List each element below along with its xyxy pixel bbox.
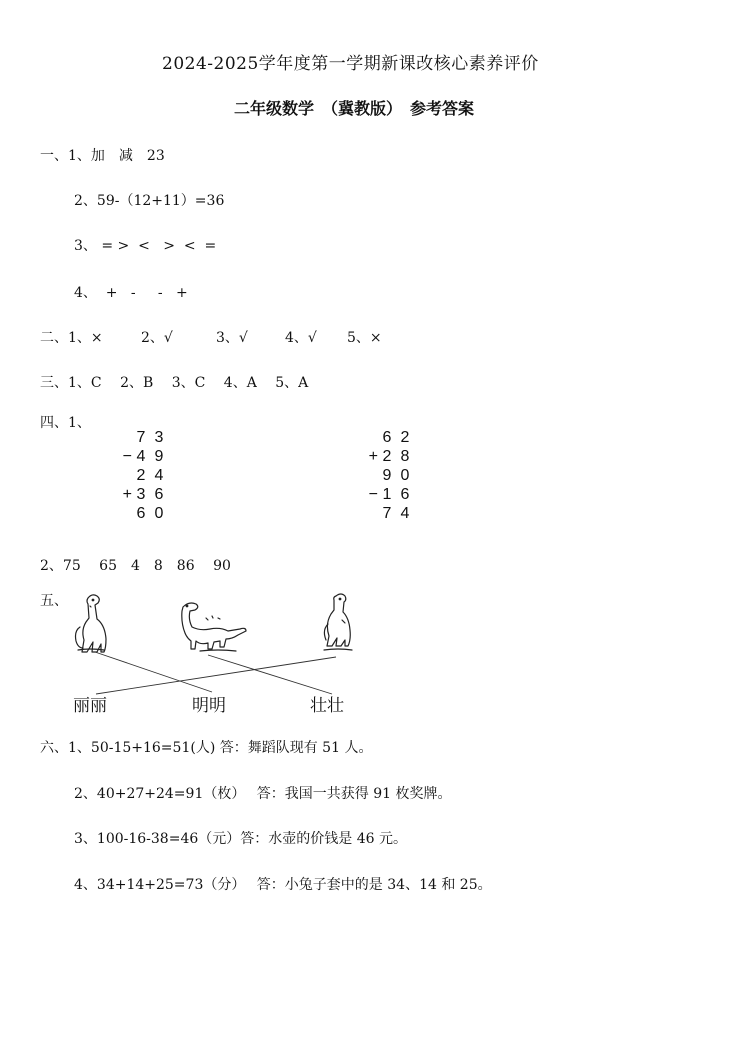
section6-q1: 六、1、50-15+16=51(人) 答：舞蹈队现有 51 人。 bbox=[40, 740, 373, 756]
calc-row: + 3 6 bbox=[122, 486, 164, 503]
dinosaur-2-icon bbox=[182, 603, 246, 651]
calc-row: 2 4 bbox=[136, 467, 164, 484]
match-line-1 bbox=[95, 652, 212, 692]
section1-q3: 3、 = > < > < = bbox=[74, 238, 217, 254]
calc-row: 7 4 bbox=[382, 505, 410, 522]
section5-label: 五、 bbox=[40, 593, 68, 609]
section6-q4: 4、34+14+25=73（分） 答：小兔子套中的是 34、14 和 25。 bbox=[74, 877, 492, 893]
calc-row: − 4 9 bbox=[122, 448, 164, 465]
match-line-3 bbox=[96, 657, 336, 694]
calc-row: 6 0 bbox=[136, 505, 164, 522]
section2-item-2: 2、√ bbox=[141, 330, 173, 346]
calc-row: − 1 6 bbox=[368, 486, 410, 503]
section2-item-3: 3、√ bbox=[216, 330, 248, 346]
section1-q2: 2、59-（12+11）=36 bbox=[74, 193, 225, 209]
dinosaur-1-icon bbox=[76, 595, 107, 652]
name-mingming: 明明 bbox=[192, 696, 226, 716]
section2-label: 二、1、× bbox=[40, 330, 103, 346]
section1-q4: 4、 + - - + bbox=[74, 285, 188, 301]
section4-q2: 2、75 65 4 8 86 90 bbox=[40, 558, 231, 574]
section2-item-4: 4、√ bbox=[285, 330, 317, 346]
section3-answers: 三、1、C 2、B 3、C 4、A 5、A bbox=[40, 375, 309, 391]
section6-q3: 3、100-16-38=46（元）答：水壶的价钱是 46 元。 bbox=[74, 831, 407, 847]
name-lili: 丽丽 bbox=[73, 696, 107, 716]
calc-row: + 2 8 bbox=[368, 448, 410, 465]
matching-lines bbox=[95, 652, 336, 694]
section2-item-5: 5、× bbox=[347, 330, 382, 346]
dinosaur-3-icon bbox=[324, 594, 352, 650]
calc-row: 7 3 bbox=[136, 429, 164, 446]
calc-row: 6 2 bbox=[382, 429, 410, 446]
section1-q1: 一、1、加 减 23 bbox=[40, 148, 165, 164]
section4-label: 四、1、 bbox=[40, 415, 91, 431]
calc-row: 9 0 bbox=[382, 467, 410, 484]
page-subtitle: 二年级数学 （冀教版） 参考答案 bbox=[234, 99, 475, 118]
page-title: 2024-2025学年度第一学期新课改核心素养评价 bbox=[162, 54, 539, 74]
name-zhuangzhuang: 壮壮 bbox=[310, 696, 344, 716]
section6-q2: 2、40+27+24=91（枚） 答：我国一共获得 91 枚奖牌。 bbox=[74, 786, 452, 802]
